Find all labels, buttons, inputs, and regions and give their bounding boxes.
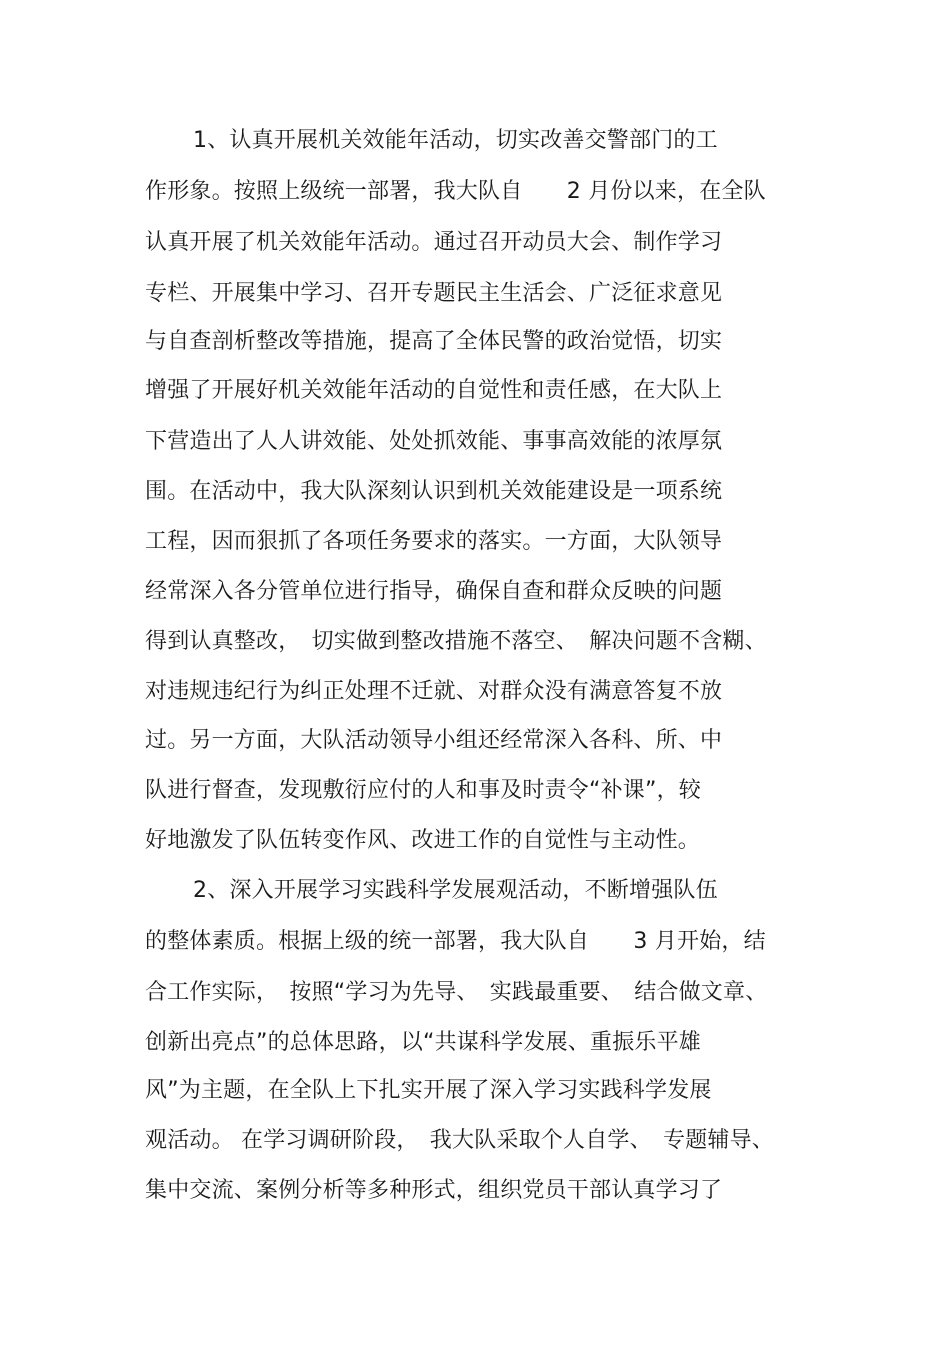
paragraph-1-line-4: 专栏、开展集中学习、召开专题民主生活会、广泛征求意见	[145, 281, 723, 306]
paragraph-1-line-15: 好地激发了队伍转变作风、改进工作的自觉性与主动性。	[145, 828, 701, 853]
paragraph-2-line-2: 的整体素质。根据上级的统一部署，我大队自 3 月开始，结	[145, 929, 766, 954]
paragraph-1-line-11: 得到认真整改， 切实做到整改措施不落空、 解决问题不含糊、	[145, 629, 767, 654]
paragraph-1-line-9: 工程，因而狠抓了各项任务要求的落实。一方面，大队领导	[145, 529, 723, 554]
paragraph-1-line-7: 下营造出了人人讲效能、处处抓效能、事事高效能的浓厚氛	[145, 429, 723, 454]
paragraph-1-line-10: 经常深入各分管单位进行指导，确保自查和群众反映的问题	[145, 579, 723, 604]
paragraph-1-line-5: 与自查剖析整改等措施，提高了全体民警的政治觉悟，切实	[145, 329, 723, 354]
paragraph-2-line-7: 集中交流、案例分析等多种形式，组织党员干部认真学习了	[145, 1178, 723, 1203]
paragraph-2-line-5: 风”为主题，在全队上下扎实开展了深入学习实践科学发展	[145, 1078, 712, 1103]
paragraph-1-line-1: 1、认真开展机关效能年活动，切实改善交警部门的工	[193, 128, 718, 153]
paragraph-1-line-13: 过。另一方面，大队活动领导小组还经常深入各科、所、中	[145, 728, 723, 753]
paragraph-1-line-6: 增强了开展好机关效能年活动的自觉性和责任感，在大队上	[145, 378, 723, 403]
paragraph-2-line-6: 观活动。 在学习调研阶段， 我大队采取个人自学、 专题辅导、	[145, 1128, 774, 1153]
paragraph-1-line-8: 围。在活动中，我大队深刻认识到机关效能建设是一项系统	[145, 479, 723, 504]
paragraph-1-line-12: 对违规违纪行为纠正处理不迁就、对群众没有满意答复不放	[145, 679, 723, 704]
paragraph-2-line-3: 合工作实际， 按照“学习为先导、 实践最重要、 结合做文章、	[145, 980, 768, 1005]
paragraph-2-line-1: 2、深入开展学习实践科学发展观活动，不断增强队伍	[193, 878, 718, 903]
paragraph-2-line-4: 创新出亮点”的总体思路，以“共谋科学发展、重振乐平雄	[145, 1030, 701, 1055]
paragraph-1-line-14: 队进行督查，发现敷衍应付的人和事及时责令“补课”，较	[145, 778, 701, 803]
paragraph-1-line-3: 认真开展了机关效能年活动。通过召开动员大会、制作学习	[145, 230, 723, 255]
paragraph-1-line-2: 作形象。按照上级统一部署，我大队自 2 月份以来，在全队	[145, 179, 766, 204]
